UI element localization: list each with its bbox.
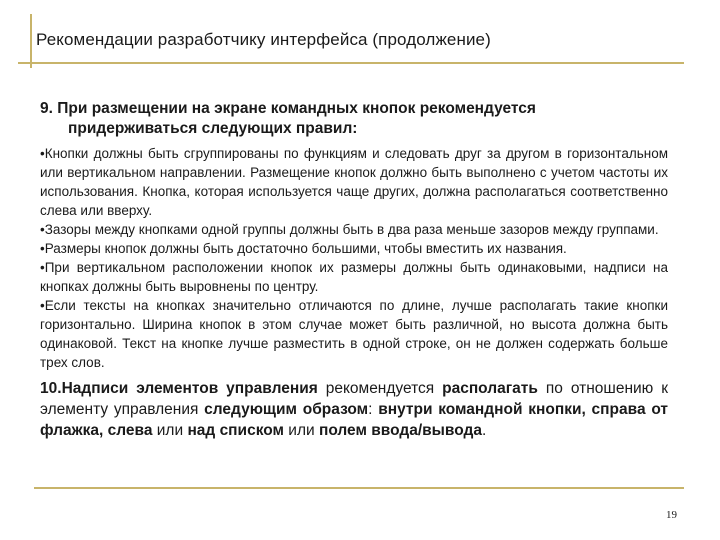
section-10-text: или — [283, 422, 319, 439]
section-10-text: Надписи элементов управления — [61, 380, 318, 397]
section-10-text: внутри командной кнопки, справа от флажка, слева — [40, 401, 668, 439]
section-10-text: или — [152, 422, 188, 439]
section-10-text: полем ввода/вывода — [318, 422, 482, 439]
page-number: 19 — [666, 509, 677, 521]
section-9-heading-line1: При размещении на экране командных кнопок рекомендуется — [57, 100, 536, 117]
section-10-text: рекомендуется — [317, 380, 443, 397]
section-9-heading-line2: придерживаться следующих правил: — [68, 120, 358, 137]
bullet-list — [40, 144, 668, 372]
title-accent-horizontal-line — [18, 62, 684, 64]
section-10-text: по — [537, 380, 571, 397]
bullet-item: •Если тексты на кнопках значительно отличаются по длине, лучше располагать такие кнопки горизонтально. Ширина кнопок в этом случае может быть различной, но высота должна быть одинаковой. Текст на кнопке лучше разместить в одной строке, он не должен содержать больше трех слов. — [40, 298, 668, 370]
footer-divider — [34, 487, 684, 489]
section-10-text: располагать — [442, 380, 538, 397]
title-accent-vertical-line — [30, 14, 32, 68]
slide-content — [40, 99, 668, 441]
section-10-number: 10. — [40, 380, 62, 397]
section-10-body — [40, 378, 668, 441]
bullet-item: •Размеры кнопок должны быть достаточно большими, чтобы вместить их названия. — [40, 241, 567, 256]
bullet-item: •Кнопки должны быть сгруппированы по функциям и следовать друг за другом в горизонтальном или вертикальном направлении. Размещение кнопок должно быть выполнено с учетом частоты их использования. Кнопка, которая используется чаще других, должна располагаться соответственно слева или вверху. — [40, 146, 668, 218]
slide-title: Рекомендации разработчику интерфейса (продолжение) — [36, 30, 491, 49]
section-9-number: 9. — [40, 100, 53, 117]
section-10-paragraph — [40, 378, 668, 441]
section-10-text: отношению к элементу управления — [40, 380, 669, 418]
bullet-item: •Зазоры между кнопками одной группы должны быть в два раза меньше зазоров между группами. — [40, 222, 659, 237]
section-10-text: следующим образом — [204, 401, 369, 418]
section-9-heading — [40, 99, 668, 139]
bullet-item: •При вертикальном расположении кнопок их размеры должны быть одинаковыми, надписи на кнопках должны быть выровнены по центру. — [40, 260, 668, 294]
section-10-text: над списком — [187, 422, 284, 439]
section-10-text: : — [368, 401, 379, 418]
section-10-text: . — [481, 422, 487, 439]
